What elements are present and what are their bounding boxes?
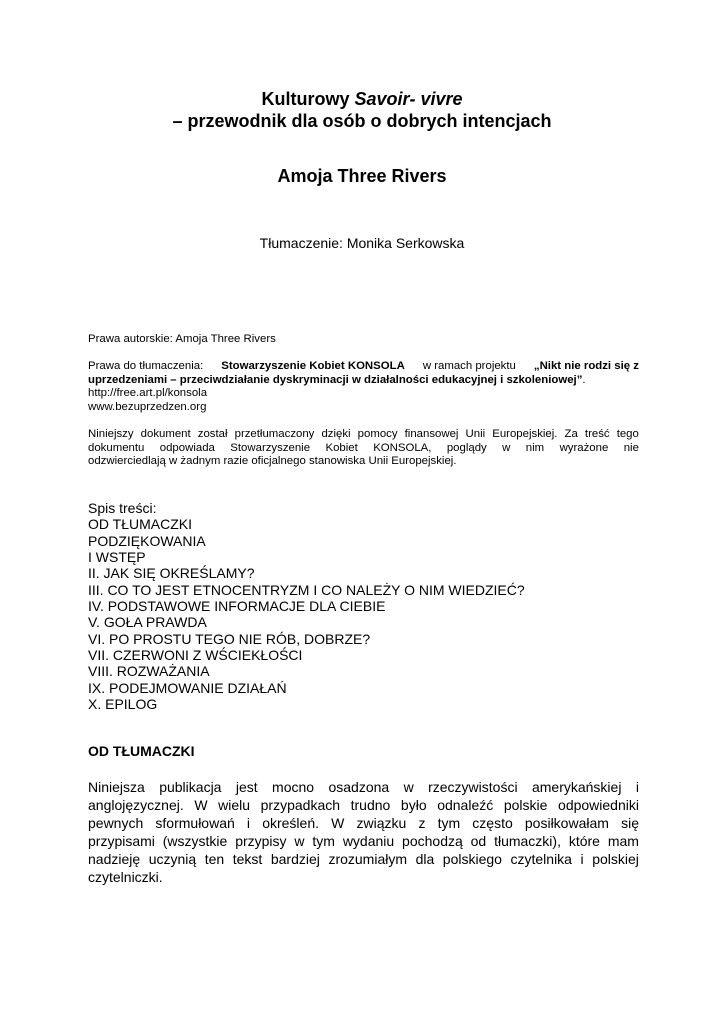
disclaimer-word: Niniejszy [88, 428, 134, 440]
link-konsola[interactable]: http://free.art.pl/konsola [88, 387, 208, 400]
paragraph-word: się [621, 815, 639, 832]
author-name: Amoja Three Rivers [277, 166, 447, 186]
toc-item[interactable]: IX. PODEJMOWANIE DZIAŁAŃ [88, 679, 287, 696]
disclaimer-word: został [197, 428, 228, 440]
paragraph-word: rzeczywistości [428, 779, 518, 795]
paragraph-word: W [331, 815, 345, 832]
rights-project-start: „Nikt nie rodzi się z [533, 360, 639, 372]
paragraph-word: w [294, 833, 305, 850]
paragraph-word: tym [312, 833, 335, 850]
disclaimer-word: finansowej [404, 428, 459, 440]
paragraph-word: tym [437, 815, 461, 832]
paragraph-line [88, 814, 639, 832]
paragraph-word: nadzieję [88, 851, 141, 868]
toc-heading: Spis treści: [88, 500, 157, 516]
title-prefix: Kulturowy [261, 89, 355, 109]
paragraph-word: ten [204, 851, 225, 868]
paragraph-word: uczynią [148, 851, 197, 868]
paragraph-word: z [418, 815, 426, 832]
toc-item[interactable]: OD TŁUMACZKI [88, 516, 192, 533]
paragraph-word: zrozumiałym [328, 851, 408, 868]
disclaimer-word: odpowiada [159, 441, 215, 454]
paragraph-word: przypisami [88, 833, 155, 850]
toc-item[interactable]: I WSTĘP [88, 549, 146, 566]
paragraph-line [88, 832, 639, 850]
paragraph-word: wydaniu [342, 833, 395, 850]
paragraph-word: czytelnika [510, 851, 572, 868]
paragraph-word: odnaleźć [437, 797, 494, 814]
disclaimer-word: poglądy [446, 441, 487, 454]
paragraph-word: odpowiedniki [558, 797, 639, 814]
disclaimer-word: w [502, 441, 511, 454]
rights-period: . [582, 373, 586, 386]
toc-item[interactable]: PODZIĘKOWANIA [88, 532, 206, 549]
disclaimer-word: nim [525, 441, 545, 454]
paragraph-word: przypisy [235, 833, 287, 850]
paragraph-word: pewnych [88, 815, 144, 832]
paragraph-word: jest [235, 779, 258, 795]
toc-item[interactable]: IV. PODSTAWOWE INFORMACJE DLA CIEBIE [88, 598, 386, 615]
paragraph-line [88, 778, 639, 796]
paragraph-word: mocno [272, 779, 315, 795]
translator-credit: Tłumaczenie: Monika Serkowska [259, 235, 465, 251]
paragraph-word: posiłkowałam [524, 815, 609, 832]
disclaimer-line-3: odzwierciedlają w żadnym razie oficjalnego stanowiska Unii Europejskiej. [88, 455, 457, 468]
disclaimer-word: Kobiet [325, 441, 358, 454]
disclaimer-word: nie [623, 441, 639, 454]
toc-item[interactable]: VII. CZERWONI Z WŚCIEKŁOŚCI [88, 647, 303, 664]
title-italic: Savoir- vivre [354, 89, 463, 109]
document-subtitle: – przewodnik dla osób o dobrych intencjach [172, 111, 552, 131]
disclaimer-word: KONSOLA, [373, 441, 432, 454]
paragraph-word: przypadkach [260, 797, 341, 814]
disclaimer-word: Europejskiej. [492, 428, 558, 440]
paragraph-word: było [400, 797, 427, 814]
paragraph-word: w [403, 779, 414, 795]
rights-org: Stowarzyszenie Kobiet KONSOLA [221, 360, 405, 372]
toc-item[interactable]: VI. PO PROSTU TEGO NIE RÓB, DOBRZE? [88, 630, 371, 647]
disclaimer-word: dzięki [321, 428, 351, 440]
paragraph-lines [88, 778, 639, 868]
toc-item[interactable]: III. CO TO JEST ETNOCENTRYZM I CO NALEŻY O NIM WIEDZIEĆ? [88, 581, 525, 598]
paragraph-word: osadzona [328, 779, 390, 795]
eu-disclaimer [88, 428, 639, 469]
toc-item[interactable]: II. JAK SIĘ OKREŚLAMY? [88, 565, 255, 582]
disclaimer-word: wyrażone [559, 441, 609, 454]
disclaimer-word: Stowarzyszenie [230, 441, 311, 454]
disclaimer-word: Unii [465, 428, 486, 440]
disclaimer-word: pomocy [357, 428, 398, 440]
paragraph-word: tekst [232, 851, 263, 868]
disclaimer-word: dokumentu [88, 441, 145, 454]
paragraph-word: (wszystkie [162, 833, 228, 850]
paragraph-word: i [635, 779, 639, 795]
paragraph-word: pochodzą [402, 833, 463, 850]
disclaimer-word: tego [616, 428, 639, 440]
rights-line-1 [88, 360, 639, 374]
toc-item[interactable]: VIII. ROZWAŻANIA [88, 663, 210, 680]
disclaimer-line-1 [88, 428, 639, 442]
disclaimer-word: Za [564, 428, 578, 440]
toc-list [88, 516, 525, 712]
copyright-notice: Prawa autorskie: Amoja Three Rivers [88, 333, 276, 345]
section-paragraph [88, 778, 639, 887]
paragraph-word: i [580, 851, 584, 868]
toc-item[interactable]: X. EPILOG [88, 696, 158, 713]
rights-line-2 [88, 374, 639, 388]
section-heading: OD TŁUMACZKI [88, 743, 195, 759]
paragraph-word: które [568, 833, 600, 850]
paragraph-word: wielu [218, 797, 251, 814]
document-title [0, 87, 724, 111]
paragraph-word: często [472, 815, 513, 832]
paragraph-word: sformułowań [155, 815, 235, 832]
paragraph-word: W [194, 797, 208, 814]
disclaimer-word: treść [584, 428, 610, 440]
paragraph-word: bardziej [270, 851, 320, 868]
paragraph-word: polskiej [592, 851, 639, 868]
paragraph-line [88, 796, 639, 814]
paragraph-word: od [470, 833, 487, 850]
paragraph-word: amerykańskiej [531, 779, 622, 795]
disclaimer-line-2 [88, 442, 639, 456]
paragraph-word: anglojęzycznej. [88, 797, 184, 814]
paragraph-word: dla [415, 851, 435, 868]
paragraph-word: Niniejsza [88, 779, 145, 795]
paragraph-word: określeń. [262, 815, 319, 832]
translation-rights [88, 360, 639, 414]
rights-prefix: Prawa do tłumaczenia: [88, 360, 204, 372]
paragraph-word: związku [356, 815, 407, 832]
disclaimer-word: przetłumaczony [234, 428, 315, 440]
paragraph-word: trudno [350, 797, 391, 814]
link-bezuprzedzen[interactable]: www.bezuprzedzen.org [88, 400, 207, 413]
paragraph-last-line: czytelniczki. [88, 869, 163, 886]
paragraph-word: publikacja [159, 779, 222, 795]
paragraph-word: mam [607, 833, 639, 850]
paragraph-word: tłumaczki), [494, 833, 561, 850]
disclaimer-word: dokument [140, 428, 191, 440]
paragraph-word: polskiego [442, 851, 502, 868]
toc-item[interactable]: V. GOŁA PRAWDA [88, 614, 207, 631]
paragraph-word: i [246, 815, 251, 832]
rights-middle: w ramach projektu [422, 360, 516, 372]
rights-project-end: uprzedzeniami – przeciwdziałanie dyskryminacji w działalności edukacyjnej i szkoleniowej” [88, 373, 583, 386]
paragraph-line [88, 850, 639, 868]
table-of-contents [88, 500, 525, 712]
paragraph-word: polskie [503, 797, 548, 814]
